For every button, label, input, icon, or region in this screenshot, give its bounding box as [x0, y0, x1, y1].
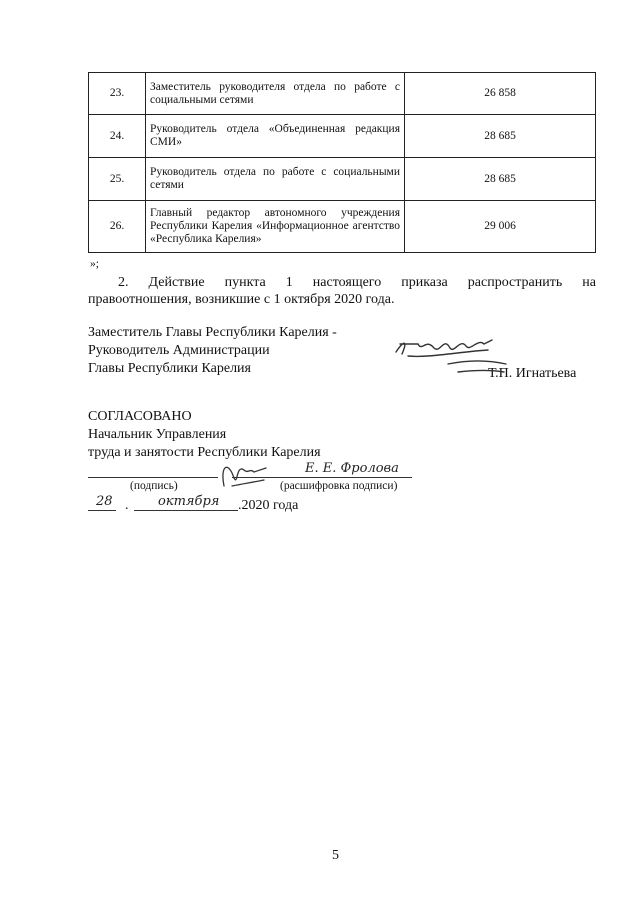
row-number: 24. — [89, 115, 146, 158]
position-title: Заместитель руководителя отдела по работе с социальными сетями — [146, 73, 405, 115]
salary-table — [88, 72, 596, 253]
approval-signature-image — [214, 456, 274, 494]
year-suffix: .2020 года — [238, 498, 299, 513]
signatory-title-line-1: Заместитель Главы Республики Карелия - — [88, 325, 337, 340]
page-number: 5 — [332, 848, 339, 863]
handwritten-day: 28 — [96, 494, 113, 509]
day-blank-line — [88, 510, 116, 511]
position-title: Руководитель отдела «Объединенная редакция СМИ» — [146, 115, 405, 158]
table-row — [89, 201, 596, 253]
signatory-title-line-2: Руководитель Администрации — [88, 343, 270, 358]
row-number: 25. — [89, 158, 146, 201]
row-number: 26. — [89, 201, 146, 253]
handwritten-name: Е. Е. Фролова — [305, 461, 399, 476]
closing-quote: »; — [90, 258, 99, 270]
position-title: Главный редактор автономного учреждения Республики Карелия «Информационное агентство «Республика Карелия» — [146, 201, 405, 253]
decode-caption: (расшифровка подписи) — [280, 480, 398, 492]
table-row — [89, 115, 596, 158]
approval-line-2: труда и занятости Республики Карелия — [88, 445, 321, 460]
date-separator: . — [125, 498, 129, 513]
table-row — [89, 73, 596, 115]
signature-blank-line — [88, 477, 218, 478]
approval-line-1: Начальник Управления — [88, 427, 227, 442]
row-number: 23. — [89, 73, 146, 115]
paragraph-2-line-1: 2. Действие пункта 1 настоящего приказа распространить на — [118, 275, 596, 290]
salary-value: 28 685 — [405, 115, 596, 158]
handwritten-month: октября — [158, 494, 220, 509]
salary-value: 28 685 — [405, 158, 596, 201]
table-row — [89, 158, 596, 201]
signature-caption: (подпись) — [130, 480, 178, 492]
paragraph-2-line-2: правоотношения, возникшие с 1 октября 2020 года. — [88, 292, 395, 307]
signature-image — [388, 330, 518, 382]
signatory-title-line-3: Главы Республики Карелия — [88, 361, 251, 376]
salary-value: 29 006 — [405, 201, 596, 253]
month-blank-line — [134, 510, 238, 511]
position-title: Руководитель отдела по работе с социальными сетями — [146, 158, 405, 201]
signatory-name: Т.П. Игнатьева — [488, 366, 577, 381]
approval-title: СОГЛАСОВАНО — [88, 409, 192, 424]
salary-value: 26 858 — [405, 73, 596, 115]
